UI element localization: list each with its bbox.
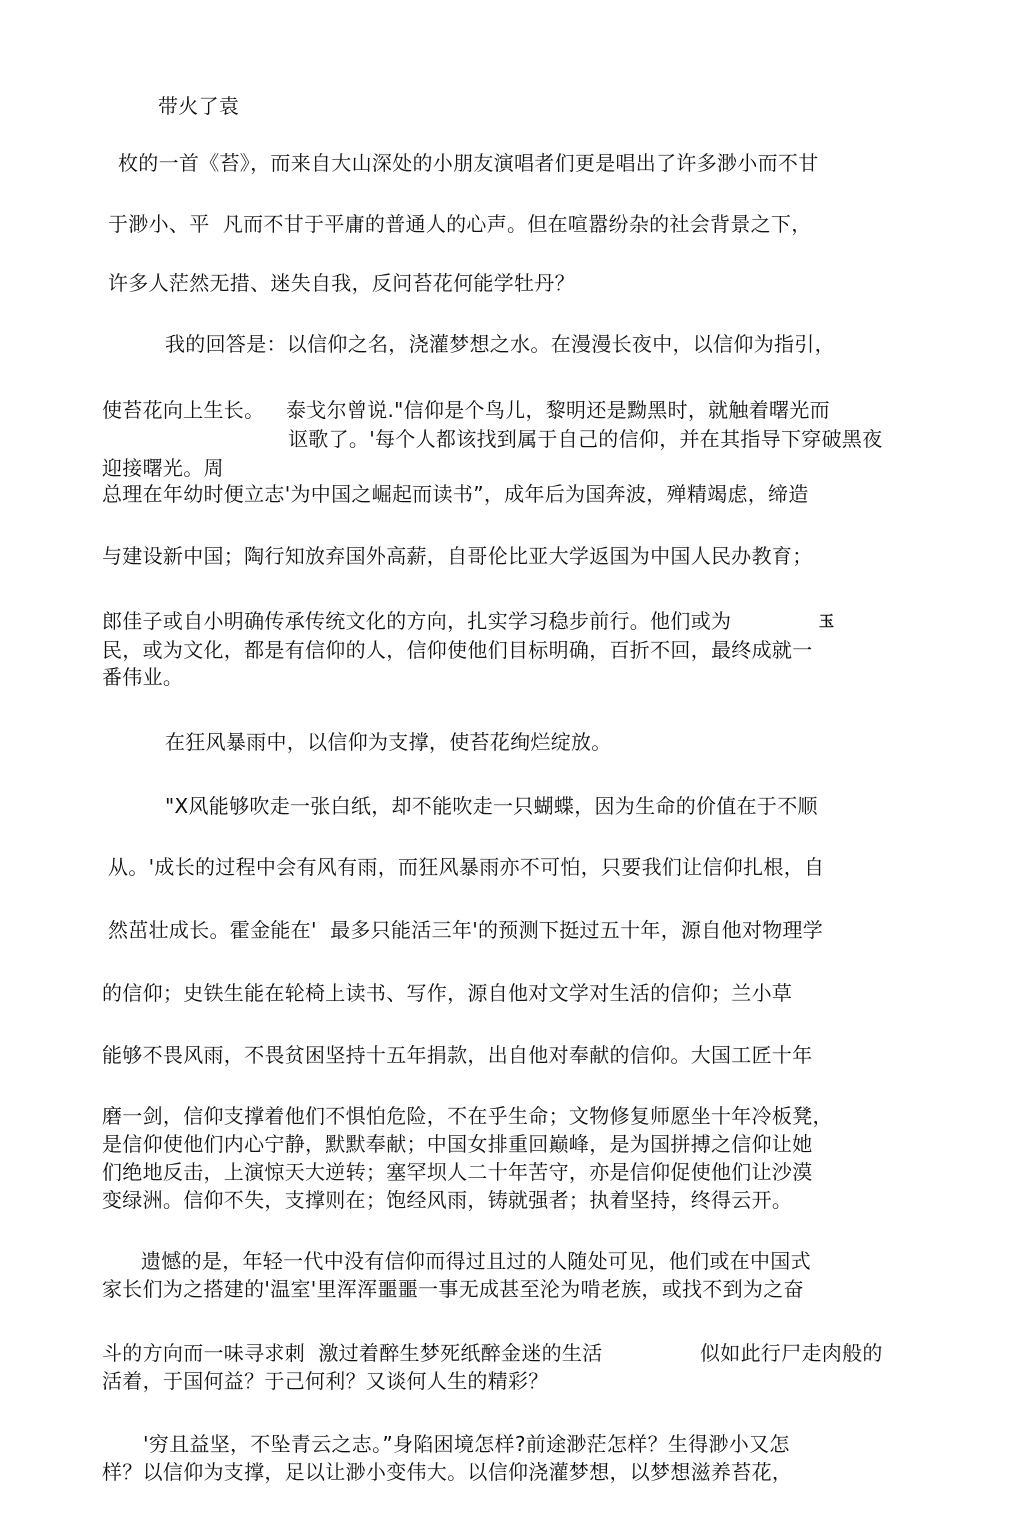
text-line: 活着，于国何益？于己何利？又谈何人生的精彩？ — [102, 1369, 549, 1393]
text-line: 们绝地反击，上演惊天大逆转；塞罕坝人二十年苦守，亦是信仰促使他们让沙漠 — [102, 1160, 813, 1184]
text-line: 能够不畏风雨，不畏贫困坚持十五年捐款，出自他对奉献的信仰。大国工匠十年 — [102, 1043, 813, 1067]
text-line: 斗的方向而一味寻求刺 激过着醉生梦死纸醉金迷的生活 — [102, 1341, 603, 1365]
text-line: 讴歌了。'每个人都该找到属于自己的信仰，并在其指导下穿破黑夜 — [288, 427, 883, 451]
text-line: 总理在年幼时便立志'为中国之崛起而读书”，成年后为国奔波，殚精竭虑，缔造 — [102, 482, 809, 506]
text-line: 是信仰使他们内心宁静，默默奉献；中国女排重回巅峰，是为国拼搏之信仰让她 — [102, 1132, 813, 1156]
text-line: 枚的一首《苔》，而来自大山深处的小朋友演唱者们更是唱出了许多渺小而不甘 — [118, 151, 819, 175]
text-line: 郎佳子或自小明确传承传统文化的方向，扎实学习稳步前行。他们或为 — [102, 609, 732, 633]
text-line: 然茁壮成长。霍金能在' 最多只能活三年'的预测下挺过五十年，源自他对物理学 — [108, 918, 824, 942]
text-line: 样？以信仰为支撑，足以让渺小变伟大。以信仰浇灌梦想，以梦想滋养苔花， — [102, 1460, 793, 1484]
text-line: 的信仰；史铁生能在轮椅上读书、写作，源自他对文学对生活的信仰；兰小草 — [102, 981, 793, 1005]
text-line: 在狂风暴雨中，以信仰为支撑，使苔花绚烂绽放。 — [165, 730, 612, 754]
text-line: 带火了袁 — [158, 94, 240, 118]
text-line: 家长们为之搭建的'温室'里浑浑噩噩一事无成甚至沦为啃老族，或找不到为之奋 — [102, 1277, 804, 1301]
text-line: "X风能够吹走一张白纸，却不能吹走一只蝴蝶，因为生命的价值在于不顺 — [165, 794, 818, 818]
text-line: 番伟业。 — [102, 665, 184, 689]
text-line: 泰戈尔曾说."信仰是个鸟儿，黎明还是黝黑时，就触着曙光而 — [286, 398, 830, 422]
text-line: 遗憾的是，年轻一代中没有信仰而得过且过的人随处可见，他们或在中国式 — [141, 1249, 811, 1273]
text-line: 于渺小、平 凡而不甘于平庸的普通人的心声。但在喧嚣纷杂的社会背景之下， — [108, 212, 812, 236]
text-line: 从。'成长的过程中会有风有雨，而狂风暴雨亦不可怕，只要我们让信仰扎根，自 — [108, 855, 825, 879]
text-line: '穷且益坚，不坠青云之志。”身陷困境怎样?前途渺茫怎样？生得渺小又怎 — [143, 1432, 790, 1456]
text-line: 使苔花向上生长。 — [102, 398, 265, 422]
text-line: 变绿洲。信仰不失，支撑则在；饱经风雨，铸就强者；执着坚持，终得云开。 — [102, 1188, 793, 1212]
text-line: 民，或为文化，都是有信仰的人，信仰使他们目标明确，百折不回，最终成就一 — [102, 638, 813, 662]
text-line: 似如此行尸走肉般的 — [700, 1341, 883, 1365]
text-line: 磨一剑，信仰支撑着他们不惧怕危险，不在乎生命；文物修复师愿坐十年冷板凳， — [102, 1104, 833, 1128]
text-line: 我的回答是：以信仰之名，浇灌梦想之水。在漫漫长夜中，以信仰为指引， — [165, 332, 835, 356]
text-line: 与建设新中国；陶行知放弃国外高薪，自哥伦比亚大学返国为中国人民办教育； — [102, 544, 813, 568]
text-line: 迎接曙光。周 — [102, 456, 224, 480]
text-line: 玉 — [819, 612, 835, 630]
text-line: 许多人茫然无措、迷失自我，反问苔花何能学牡丹？ — [108, 271, 575, 295]
